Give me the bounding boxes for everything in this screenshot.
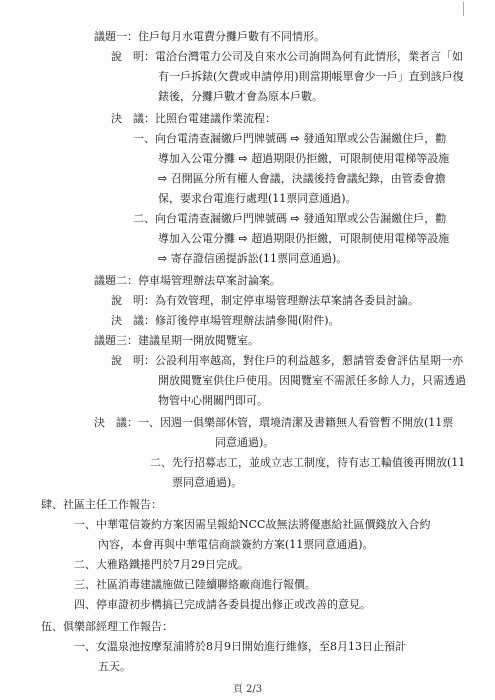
topic-1-step-2-a: 二、向台電清查漏繳戶門牌號碼 ⇨ 發通知單或公告漏繳住戶，勸 xyxy=(133,212,447,225)
topic-1-step-1-d: 保，要求台電進行處理(11票同意通過)。 xyxy=(158,192,357,205)
topic-3-explain-2: 開放閱覽室供住戶使用。因閱覽室不需派任多餘人力，只需透過 xyxy=(158,374,466,387)
section-4-item-4: 四、停車證初步構搞已完成請各委員提出修正或改善的意見。 xyxy=(74,598,371,611)
topic-3-title: 議題三：建議星期一開放閱覽室。 xyxy=(94,334,259,347)
topic-3-explain-3: 物管中心開關門即可。 xyxy=(158,394,268,407)
topic-2-resolution: 決 議：修訂後停車場管理辦法請參閱(附件)。 xyxy=(111,314,340,327)
section-4-item-2: 二、大雅路鐵捲門於7月29日完成。 xyxy=(74,558,249,571)
topic-1-explain-1: 說 明：電洽台灣電力公司及自來水公司詢問為何有此情形，業者言「如 xyxy=(111,50,463,63)
topic-3-resolution-2: 二、先行招募志工，並成立志工制度，待有志工輪值後再開放(11 xyxy=(150,456,466,469)
topic-3-explain-1: 說 明：公設利用率越高，對住戶的利益越多，懇請管委會評估星期一亦 xyxy=(111,354,463,367)
topic-1-explain-3: 錶後，分攤戶數才會為原本戶數。 xyxy=(158,90,323,103)
topic-1-step-1-c: ⇨ 召開區分所有權人會議，決議後持會議紀錄，由管委會擔 xyxy=(158,172,446,185)
topic-1-step-2-b: 導加入公電分攤 ⇨ 超過期限仍拒繳，可限制使用電梯等設施 xyxy=(158,232,450,245)
topic-2-explain: 說 明：為有效管理，制定停車場管理辦法草案請各委員討論。 xyxy=(111,294,419,307)
section-4-item-1-a: 一、中華電信簽約方案因需呈報給NCC故無法將優惠給社區價錢放入合約 xyxy=(74,518,431,531)
section-5-heading: 伍、俱樂部經理工作報告： xyxy=(41,620,173,633)
topic-1-step-1-a: 一、向台電清查漏繳戶門牌號碼 ⇨ 發通知單或公告漏繳住戶，勸 xyxy=(133,132,447,145)
section-4-item-3: 三、社區消毒建議施做已陸續聯絡廠商進行報價。 xyxy=(74,578,316,591)
topic-1-title: 議題一：住戶每月水電費分攤戶數有不同情形。 xyxy=(94,30,325,43)
topic-1-resolution: 決 議：比照台電建議作業流程： xyxy=(111,112,276,125)
topic-1-step-1-b: 導加入公電分攤 ⇨ 超過期限仍拒繳，可限制使用電梯等設施 xyxy=(158,152,450,165)
topic-2-title: 議題二：停車場管理辦法草案討論案。 xyxy=(94,274,281,287)
section-5-item-1-a: 一、女溫泉池按摩泵浦將於8月9日開始進行維修，至8月13日止預計 xyxy=(74,640,406,653)
topic-3-resolution-1-cont: 同意通過)。 xyxy=(215,436,275,449)
topic-3-resolution-1: 決 議：一、因週一俱樂部休管，環境清潔及書籍無人看管暫不開放(11票 xyxy=(94,416,454,429)
topic-1-explain-2: 有一戶拆錶(欠費或申請停用)則當期帳單會少一戶」直到該戶復 xyxy=(158,70,464,83)
page-footer: 頁 2/3 xyxy=(232,684,263,695)
section-4-heading: 肆、社區主任工作報告： xyxy=(41,498,162,511)
topic-1-step-2-c: ⇨ 寄存證信函提訴訟(11票同意通過)。 xyxy=(158,252,348,265)
page-corner-mark xyxy=(463,2,474,16)
section-4-item-1-b: 內容，本會再與中華電信商談簽約方案(11票同意通過)。 xyxy=(98,538,374,551)
section-5-item-1-b: 五天。 xyxy=(98,660,131,673)
topic-3-resolution-2-cont: 票同意通過)。 xyxy=(172,476,243,489)
